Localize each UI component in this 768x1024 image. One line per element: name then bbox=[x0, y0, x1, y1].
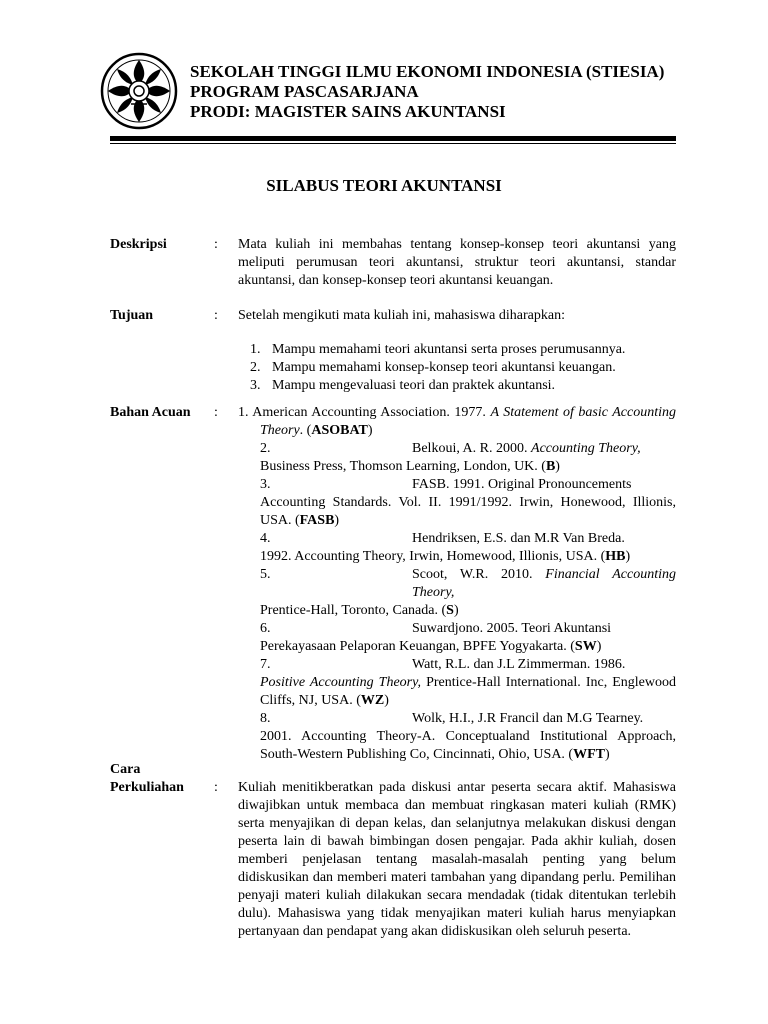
perkuliahan-label: Perkuliahan bbox=[110, 780, 184, 795]
stiesia-logo-icon bbox=[100, 52, 178, 130]
institution-header bbox=[190, 62, 664, 122]
cara-label: Cara bbox=[110, 762, 141, 777]
cara-perkuliahan-text: Kuliah menitikberatkan pada diskusi antar peserta secara aktif. Mahasiswa diwajibkan untuk membaca dan membuat ringkasan materi kuliah (RMK) serta menyajikan di depan kelas, dan selanjutnya melakukan diskusi dengan peserta lain di bawah bimbingan dosen pengajar. Pada akhir kuliah, dosen memberi penjelasan tentang masalah-masalah penting yang belum didiskusikan dan memberi materi tambahan yang dipandang perlu. Pemilihan penyaji materi kuliah dilakukan secara mendadak (tidak ditentukan terlebih dulu). Mahasiswa yang tidak menyajikan materi kuliah harus menyiapkan pertanyaan dan pendapat yang akan didiskusikan oleh seluruh peserta. bbox=[238, 780, 676, 939]
list-item: 2. Mampu memahami konsep-konsep teori akuntansi keuangan. bbox=[250, 360, 616, 375]
tujuan-colon: : bbox=[214, 308, 218, 323]
tujuan-content bbox=[238, 307, 676, 395]
reference-item: 1. American Accounting Association. 1977. A Statement of basic Accounting Theory. (ASOBAT) bbox=[238, 405, 677, 438]
document-title: SILABUS TEORI AKUNTANSI bbox=[266, 176, 502, 195]
reference-item: 2. Belkoui, A. R. 2000. Accounting Theory, Business Press, Thomson Learning, London, UK. (B) bbox=[260, 441, 641, 474]
list-item: 3. Mampu mengevaluasi teori dan praktek akuntansi. bbox=[250, 378, 556, 393]
reference-item: 5. Scoot, W.R. 2010. Financial Accounting Theory, Prentice-Hall, Toronto, Canada. (S) bbox=[260, 567, 676, 618]
reference-item: 7. Watt, R.L. dan J.L Zimmerman. 1986. Positive Accounting Theory, Prentice-Hall International. Inc, Englewood Cliffs, NJ, USA. (WZ) bbox=[260, 657, 676, 708]
deskripsi-colon: : bbox=[214, 237, 218, 252]
bahan-acuan-colon: : bbox=[214, 405, 218, 420]
reference-item: 3. FASB. 1991. Original Pronouncements Accounting Standards. Vol. II. 1991/1992. Irwin, Honewood, Illionis, USA. (FASB) bbox=[260, 477, 676, 528]
deskripsi-label: Deskripsi bbox=[110, 237, 167, 252]
reference-item: 8. Wolk, H.I., J.R Francil dan M.G Tearney. 2001. Accounting Theory-A. Conceptualand Institutional Approach, South-Western Publishing Co, Cincinnati, Ohio, USA. (WFT) bbox=[260, 711, 676, 762]
reference-list bbox=[238, 404, 676, 764]
tujuan-label: Tujuan bbox=[110, 308, 154, 323]
institution-name: SEKOLAH TINGGI ILMU EKONOMI INDONESIA (STIESIA) bbox=[190, 62, 665, 81]
reference-item: 6. Suwardjono. 2005. Teori Akuntansi Perekayasaan Pelaporan Keuangan, BPFE Yogyakarta. (SW) bbox=[260, 621, 612, 654]
tujuan-intro: Setelah mengikuti mata kuliah ini, mahasiswa diharapkan: bbox=[238, 308, 565, 323]
header-rule-thin bbox=[110, 143, 676, 144]
study-program-name: PRODI: MAGISTER SAINS AKUNTANSI bbox=[190, 102, 506, 121]
cara-colon: : bbox=[214, 780, 218, 795]
tujuan-list bbox=[238, 341, 676, 395]
deskripsi-text: Mata kuliah ini membahas tentang konsep-konsep teori akuntansi yang meliputi perumusan teori akuntansi, struktur teori akuntansi, standar akuntansi, dan konsep-konsep teori akuntansi keuangan. bbox=[238, 237, 676, 288]
list-item: 1. Mampu memahami teori akuntansi serta proses perumusannya. bbox=[250, 342, 626, 357]
header-rule-thick bbox=[110, 136, 676, 141]
bahan-acuan-label: Bahan Acuan bbox=[110, 405, 191, 420]
program-name: PROGRAM PASCASARJANA bbox=[190, 82, 419, 101]
reference-item: 4. Hendriksen, E.S. dan M.R Van Breda. 1992. Accounting Theory, Irwin, Homewood, Illionis, USA. (HB) bbox=[260, 531, 631, 564]
